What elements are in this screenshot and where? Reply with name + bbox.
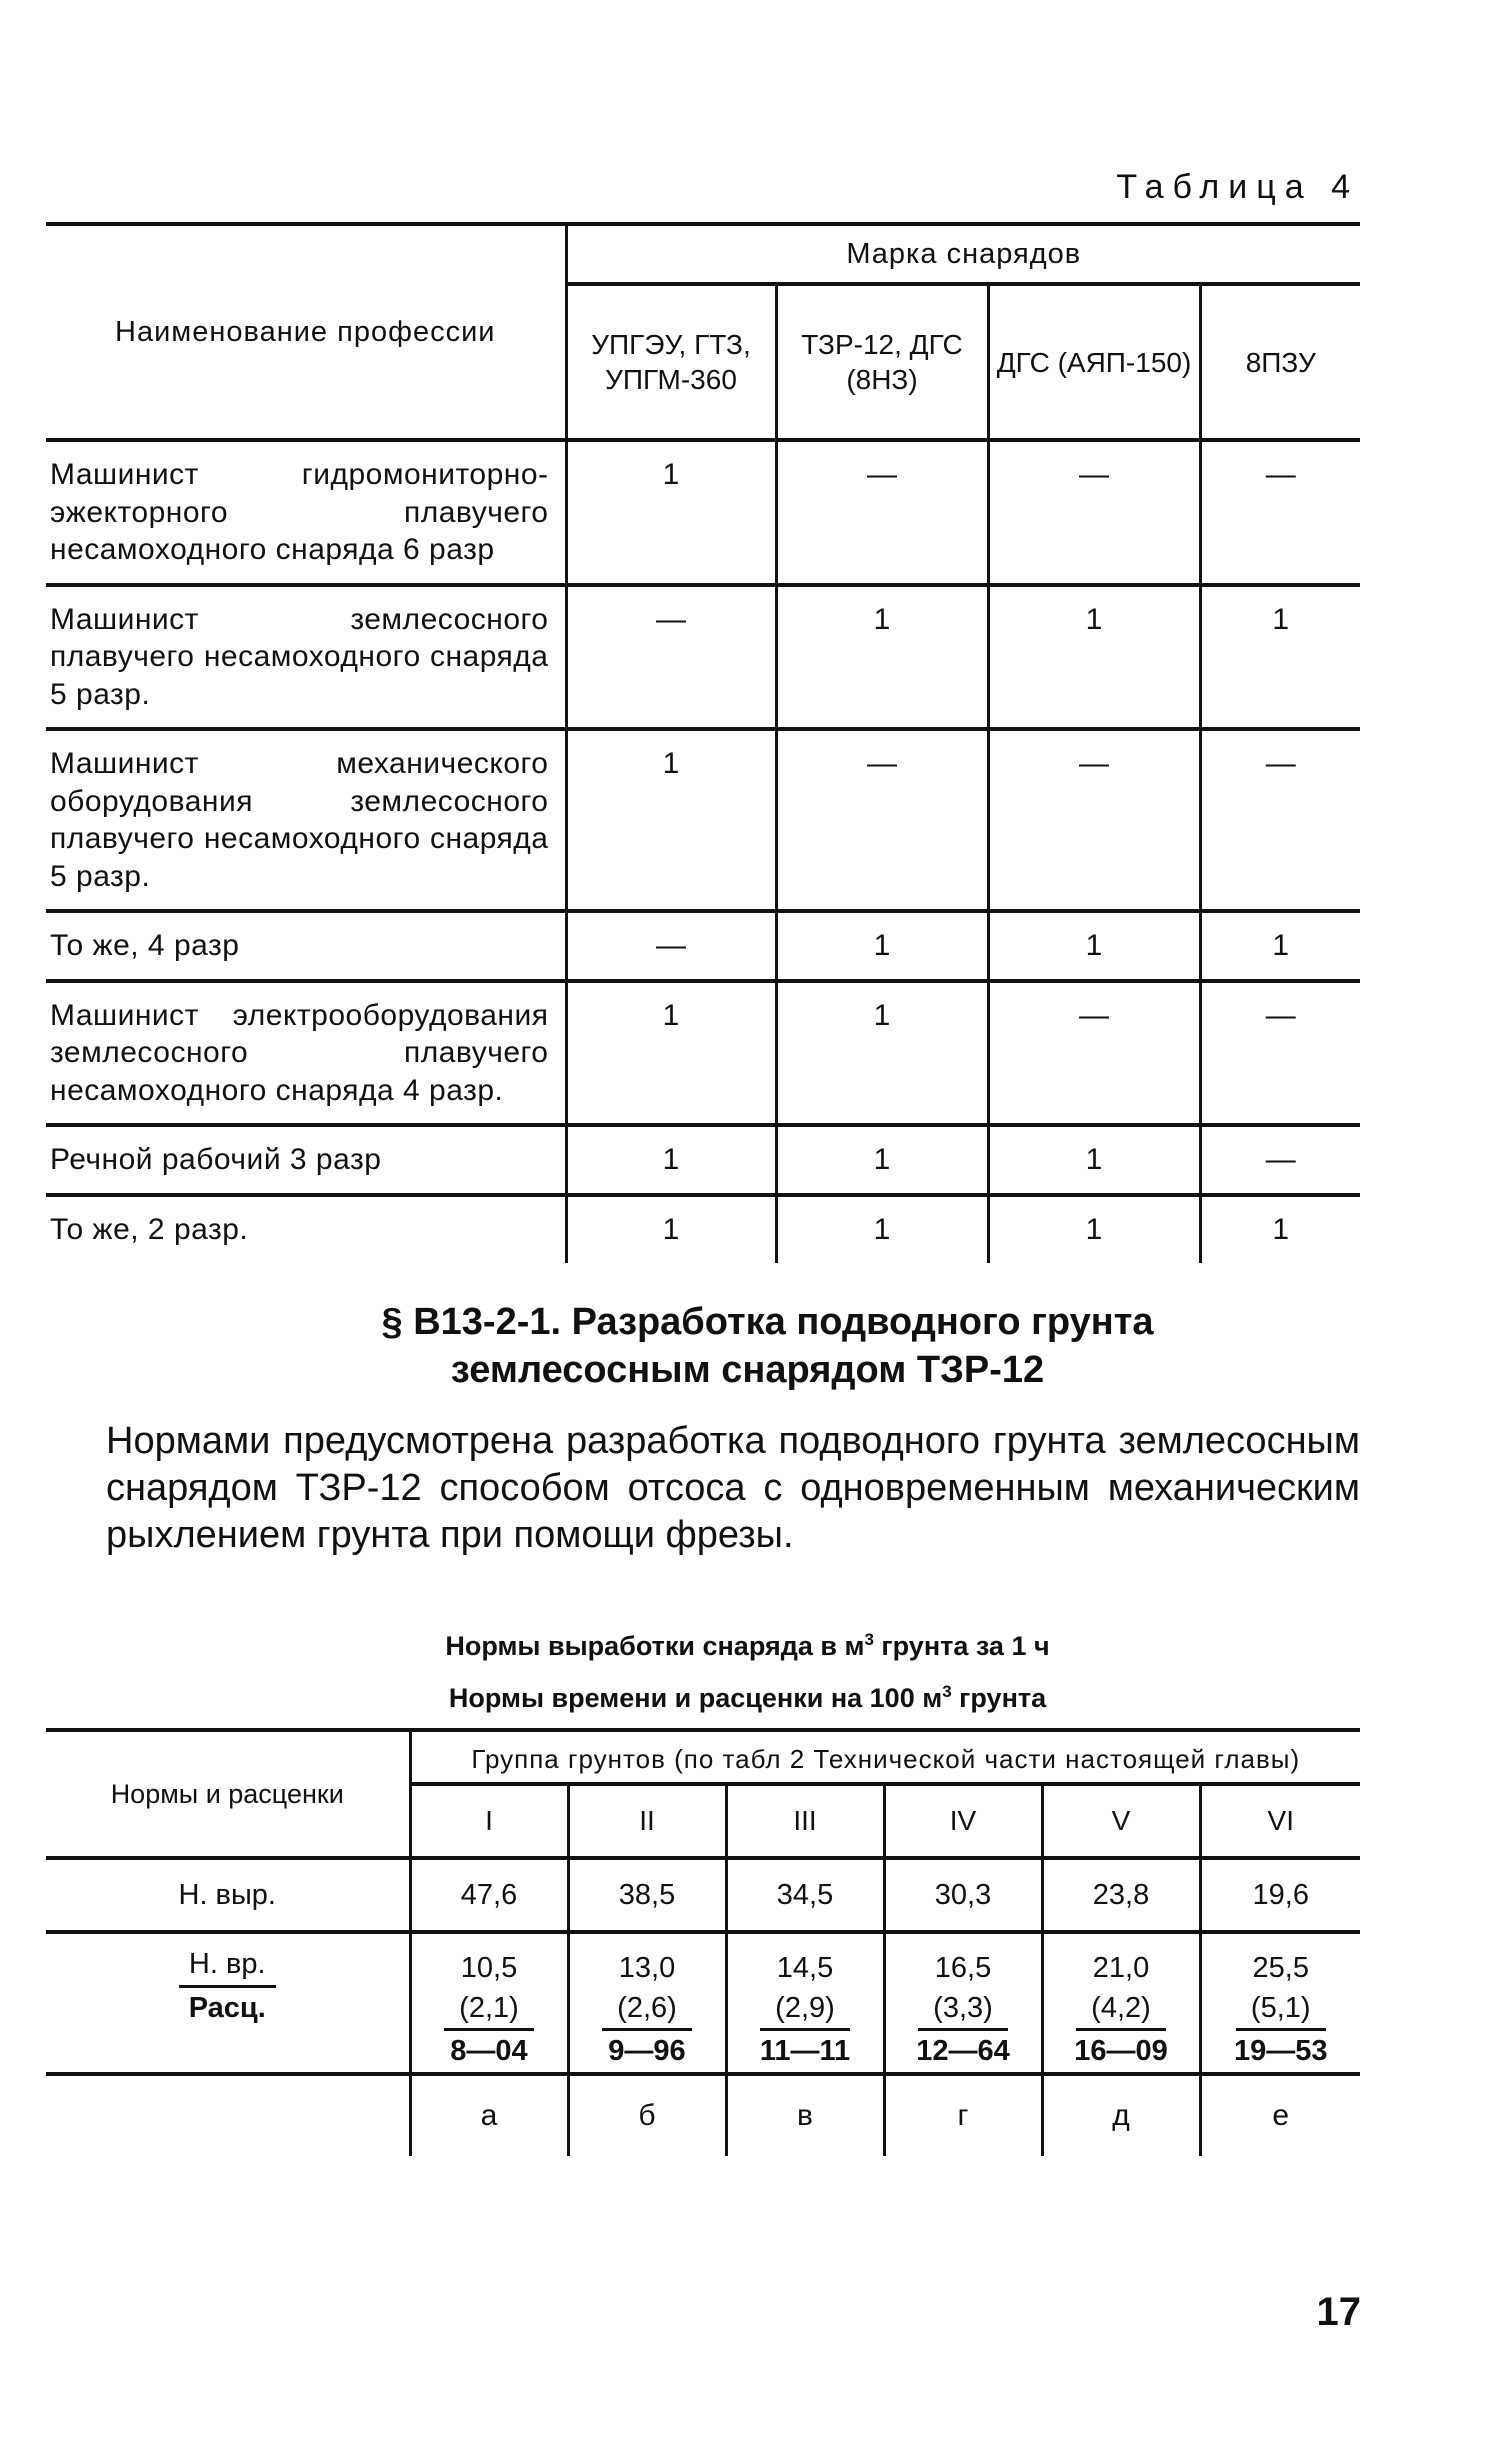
column-header: ДГС (АЯП-150) — [988, 284, 1200, 440]
cell-value: — — [988, 440, 1200, 585]
output-norm-value: 30,3 — [884, 1858, 1042, 1932]
profession-header: Наименование профессии — [46, 224, 566, 440]
time-norm-value: 25,5 — [1252, 1952, 1309, 1984]
cell-value: 1 — [1200, 911, 1360, 981]
output-norm-value: 19,6 — [1200, 1858, 1360, 1932]
time-norm-paren: (4,2) — [1076, 1988, 1166, 2031]
output-norm-row — [46, 1858, 1360, 1932]
soil-group-column: IV — [884, 1784, 1042, 1858]
output-norm-value: 38,5 — [568, 1858, 726, 1932]
time-norm-cell — [410, 1932, 568, 2074]
section-heading-line: землесосным снарядом ТЗР-12 — [450, 1349, 1045, 1391]
norms-title-time: Нормы времени и расценки на 100 $м^3$ грунта — [448, 1682, 1047, 1713]
dredger-brand-header: Марка снарядов — [566, 224, 1360, 284]
soil-group-header: Группа грунтов (по табл 2 Технической части настоящей главы) — [410, 1730, 1360, 1784]
profession-name: Машинист гидромониторно-эжекторного плавучего несамоходного снаряда 6 разр — [46, 440, 566, 585]
cell-value: — — [1200, 729, 1360, 911]
cell-value: — — [1200, 1125, 1360, 1195]
column-letter: д — [1042, 2074, 1200, 2156]
output-norm-value: 47,6 — [410, 1858, 568, 1932]
profession-name: То же, 2 разр. — [46, 1195, 566, 1263]
output-norm-label: Н. выр. — [46, 1858, 410, 1932]
time-norm-paren: (2,9) — [760, 1988, 850, 2031]
column-header: УПГЭУ, ГТЗ, УПГМ-360 — [566, 284, 776, 440]
time-norm-value: 10,5 — [460, 1952, 518, 1984]
column-letter: а — [410, 2074, 568, 2156]
time-norm-cell — [1042, 1932, 1200, 2074]
norms-titles — [0, 1617, 1495, 1721]
soil-group-column: III — [726, 1784, 884, 1858]
price-value: 8—04 — [450, 2035, 528, 2067]
cell-value: 1 — [776, 981, 988, 1126]
norms-row-header: Нормы и расценки — [46, 1730, 410, 1858]
time-norm-paren: (5,1) — [1236, 1988, 1326, 2031]
table-row — [46, 1125, 1360, 1195]
column-letter: г — [884, 2074, 1042, 2156]
cell-value: 1 — [776, 1195, 988, 1263]
section-heading — [0, 1298, 1495, 1394]
cell-value: — — [566, 585, 776, 730]
time-norm-paren: (2,1) — [444, 1988, 534, 2031]
column-header: ТЗР-12, ДГС (8НЗ) — [776, 284, 988, 440]
soil-group-column: II — [568, 1784, 726, 1858]
profession-name: Речной рабочий 3 разр — [46, 1125, 566, 1195]
price-value: 16—09 — [1074, 2035, 1168, 2067]
cell-value: 1 — [566, 1125, 776, 1195]
time-norm-value: 16,5 — [934, 1952, 992, 1984]
cell-value: 1 — [1200, 1195, 1360, 1263]
time-norm-labels — [46, 1932, 410, 2074]
column-header: 8ПЗУ — [1200, 284, 1360, 440]
time-norm-cell — [1200, 1932, 1360, 2074]
time-norm-cell — [726, 1932, 884, 2074]
time-norm-value: 13,0 — [618, 1952, 676, 1984]
section-heading-line: § В13-2-1. Разработка подводного грунта — [381, 1301, 1154, 1343]
cell-value: — — [566, 911, 776, 981]
table-row — [46, 440, 1360, 585]
cell-value: 1 — [776, 585, 988, 730]
cell-value: 1 — [566, 440, 776, 585]
table-label: Таблица 4 — [1116, 168, 1359, 206]
table-row — [46, 585, 1360, 730]
time-norm-paren: (2,6) — [602, 1988, 692, 2031]
cell-value: — — [988, 729, 1200, 911]
time-norm-paren: (3,3) — [918, 1988, 1008, 2031]
norms-title-output: Нормы выработки снаряда в $м^3$ грунта за 1 ч — [445, 1630, 1050, 1661]
table-row — [46, 911, 1360, 981]
soil-group-column: V — [1042, 1784, 1200, 1858]
soil-group-column: VI — [1200, 1784, 1360, 1858]
price-value: 12—64 — [916, 2035, 1010, 2067]
cell-value: 1 — [566, 729, 776, 911]
empty-cell — [46, 2074, 410, 2156]
price-value: 9—96 — [608, 2035, 686, 2067]
output-norm-value: 34,5 — [726, 1858, 884, 1932]
price-value: 11—11 — [759, 2035, 851, 2067]
soil-group-column: I — [410, 1784, 568, 1858]
column-letter: б — [568, 2074, 726, 2156]
profession-name: Машинист механического оборудования землесосного плавучего несамоходного снаряда 5 разр. — [46, 729, 566, 911]
cell-value: 1 — [566, 981, 776, 1126]
column-letter: е — [1200, 2074, 1360, 2156]
profession-name: Машинист землесосного плавучего несамоходного снаряда 5 разр. — [46, 585, 566, 730]
output-norm-value: 23,8 — [1042, 1858, 1200, 1932]
crew-table — [46, 222, 1360, 1263]
cell-value: — — [988, 981, 1200, 1126]
cell-value: 1 — [988, 911, 1200, 981]
cell-value: — — [1200, 440, 1360, 585]
cell-value: — — [1200, 981, 1360, 1126]
page-number: 17 — [1316, 2290, 1361, 2334]
time-norm-value: 14,5 — [776, 1952, 834, 1984]
cell-value: 1 — [988, 585, 1200, 730]
time-norm-cell — [884, 1932, 1042, 2074]
table-row — [46, 981, 1360, 1126]
time-norm-cell — [568, 1932, 726, 2074]
time-norm-value: 21,0 — [1092, 1952, 1150, 1984]
time-norm-row — [46, 1932, 1360, 2074]
cell-value: — — [776, 729, 988, 911]
table-row — [46, 729, 1360, 911]
cell-value: 1 — [776, 911, 988, 981]
price-value: 19—53 — [1233, 2035, 1328, 2067]
column-letter: в — [726, 2074, 884, 2156]
norms-table — [46, 1728, 1360, 2156]
price-label: Расц. — [188, 1992, 266, 2024]
time-norm-label: Н. вр. — [179, 1948, 276, 1988]
cell-value: 1 — [1200, 585, 1360, 730]
column-letter-row — [46, 2074, 1360, 2156]
cell-value: 1 — [566, 1195, 776, 1263]
cell-value: 1 — [776, 1125, 988, 1195]
cell-value: 1 — [988, 1195, 1200, 1263]
profession-name: Машинист электрооборудования землесосного плавучего несамоходного снаряда 4 разр. — [46, 981, 566, 1126]
profession-name: То же, 4 разр — [46, 911, 566, 981]
cell-value: 1 — [988, 1125, 1200, 1195]
cell-value: — — [776, 440, 988, 585]
intro-paragraph: Нормами предусмотрена разработка подводного грунта землесосным снарядом ТЗР-12 способом отсоса с одновременным механическим рыхлением грунта при помощи фрезы. — [106, 1420, 1360, 1556]
table-row — [46, 1195, 1360, 1263]
